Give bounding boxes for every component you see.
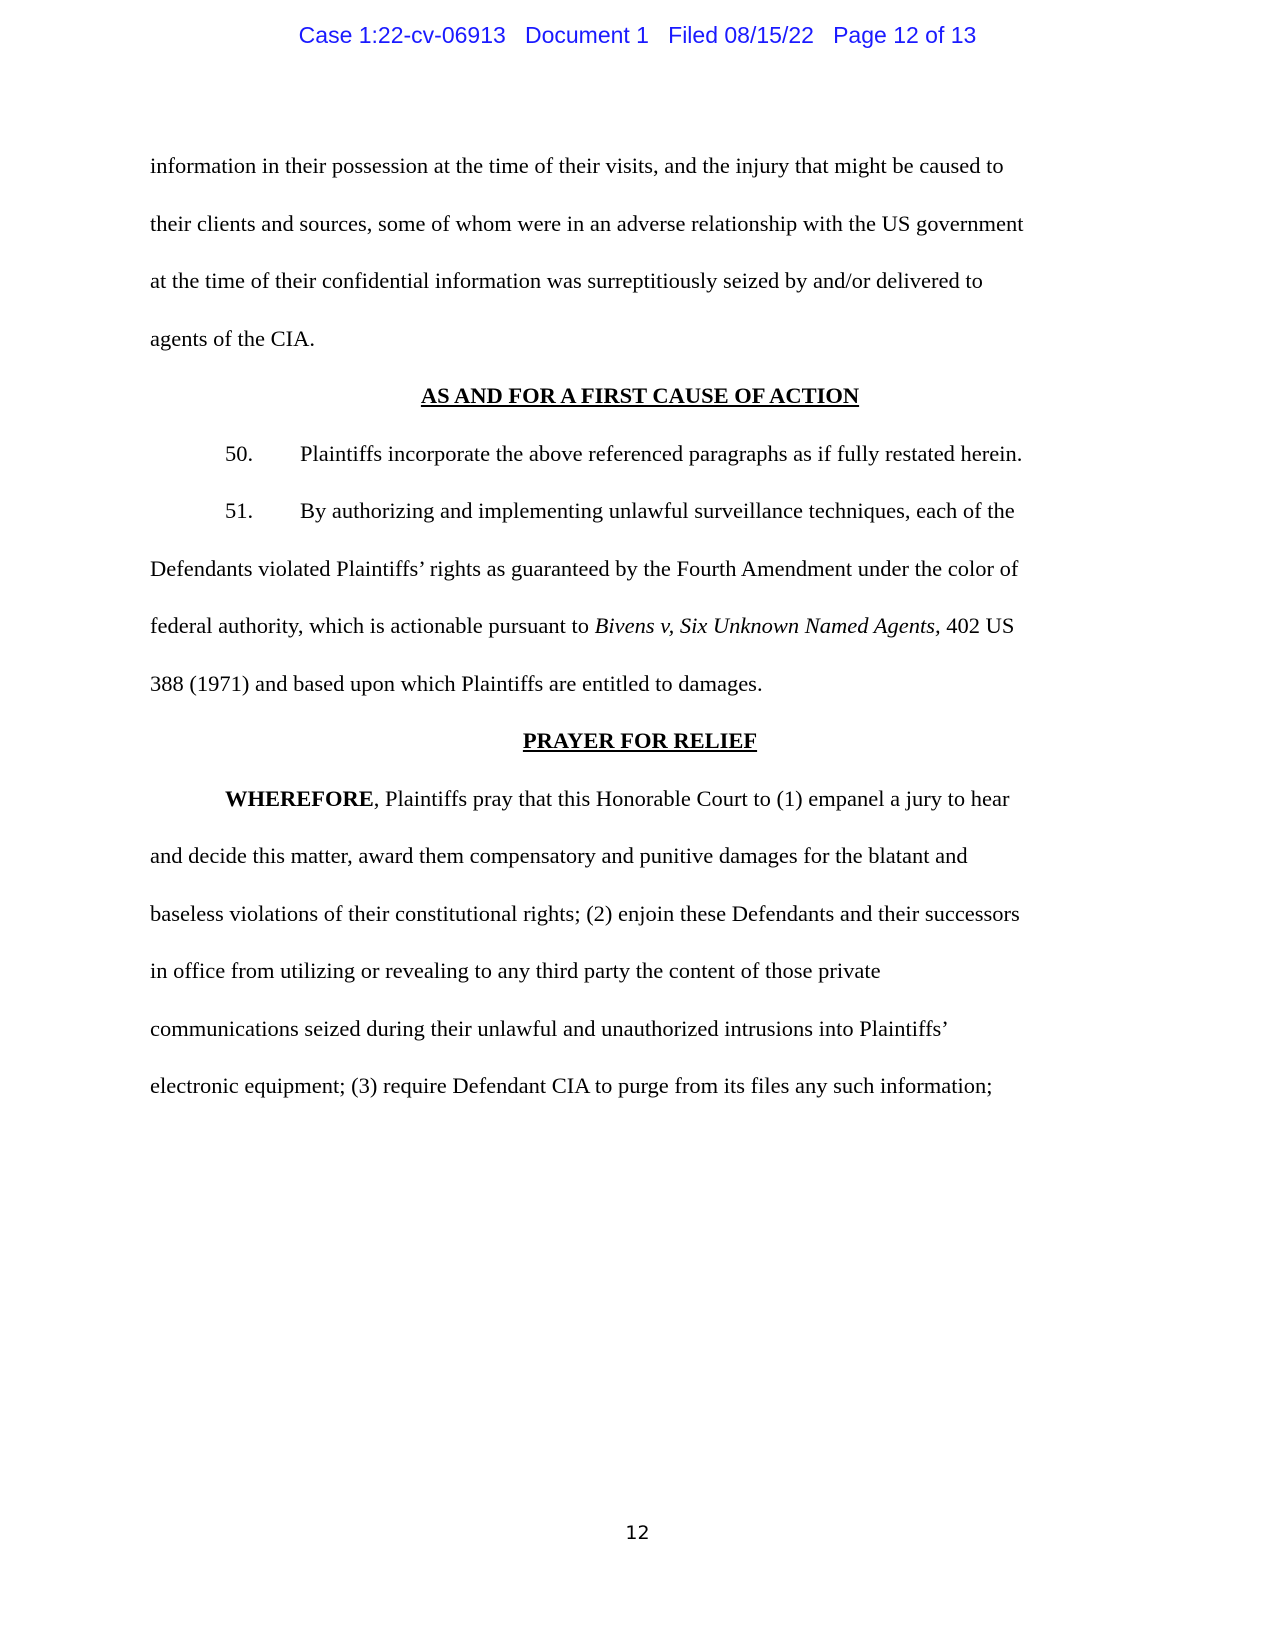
prayer-line-6: electronic equipment; (3) require Defendant CIA to purge from its files any such information; bbox=[150, 1073, 993, 1098]
ecf-header-stamp: Case 1:22-cv-06913 Document 1 Filed 08/15/22 Page 12 of 13 bbox=[298, 22, 977, 48]
continuation-line-1: information in their possession at the time of their visits, and the injury that might be caused to bbox=[150, 153, 1004, 178]
paragraph-50-number: 50. bbox=[225, 440, 254, 466]
prayer-line-5: communications seized during their unlawful and unauthorized intrusions into Plaintiffs’ bbox=[150, 1015, 949, 1041]
prayer-line-1 bbox=[150, 770, 1130, 828]
prayer-line-2: and decide this matter, award them compensatory and punitive damages for the blatant and bbox=[150, 843, 968, 868]
prayer-text-1: , Plaintiffs pray that this Honorable Court to (1) empanel a jury to hear bbox=[373, 785, 1010, 811]
paragraph-51-text-3-pre: federal authority, which is actionable pursuant to bbox=[150, 613, 595, 638]
paragraph-51-line-2: Defendants violated Plaintiffs’ rights as guaranteed by the Fourth Amendment under the color of bbox=[150, 555, 1019, 581]
document-body bbox=[150, 137, 1130, 1115]
paragraph-51-line-3 bbox=[150, 597, 1130, 655]
paragraph-51-text-1: By authorizing and implementing unlawful surveillance techniques, each of the bbox=[300, 498, 1015, 523]
prayer-heading: PRAYER FOR RELIEF bbox=[522, 728, 758, 753]
paragraph-51-line-4: 388 (1971) and based upon which Plaintiffs are entitled to damages. bbox=[150, 670, 763, 696]
first-cause-heading: AS AND FOR A FIRST CAUSE OF ACTION bbox=[420, 383, 860, 408]
page-number: 12 bbox=[625, 1522, 650, 1544]
prayer-line-3: baseless violations of their constitutional rights; (2) enjoin these Defendants and their successors bbox=[150, 900, 1020, 926]
paragraph-51-text-3-post: 402 US bbox=[940, 613, 1015, 638]
paragraph-50 bbox=[150, 425, 1130, 483]
paragraph-51-line-1 bbox=[150, 482, 1130, 540]
paragraph-50-text: Plaintiffs incorporate the above referenced paragraphs as if fully restated herein. bbox=[300, 440, 1023, 466]
wherefore-lead: WHEREFORE bbox=[225, 785, 374, 811]
continuation-line-4: agents of the CIA. bbox=[150, 325, 315, 351]
continuation-line-2: their clients and sources, some of whom were in an adverse relationship with the US government bbox=[150, 210, 1024, 236]
prayer-line-4: in office from utilizing or revealing to any third party the content of those private bbox=[150, 958, 881, 983]
first-cause-heading-row bbox=[150, 367, 1130, 425]
continuation-line-3: at the time of their confidential information was surreptitiously seized by and/or delivered to bbox=[150, 268, 983, 293]
paragraph-51-number: 51. bbox=[225, 498, 254, 523]
case-citation: Bivens v, Six Unknown Named Agents, bbox=[594, 613, 941, 638]
prayer-heading-row bbox=[150, 712, 1130, 770]
